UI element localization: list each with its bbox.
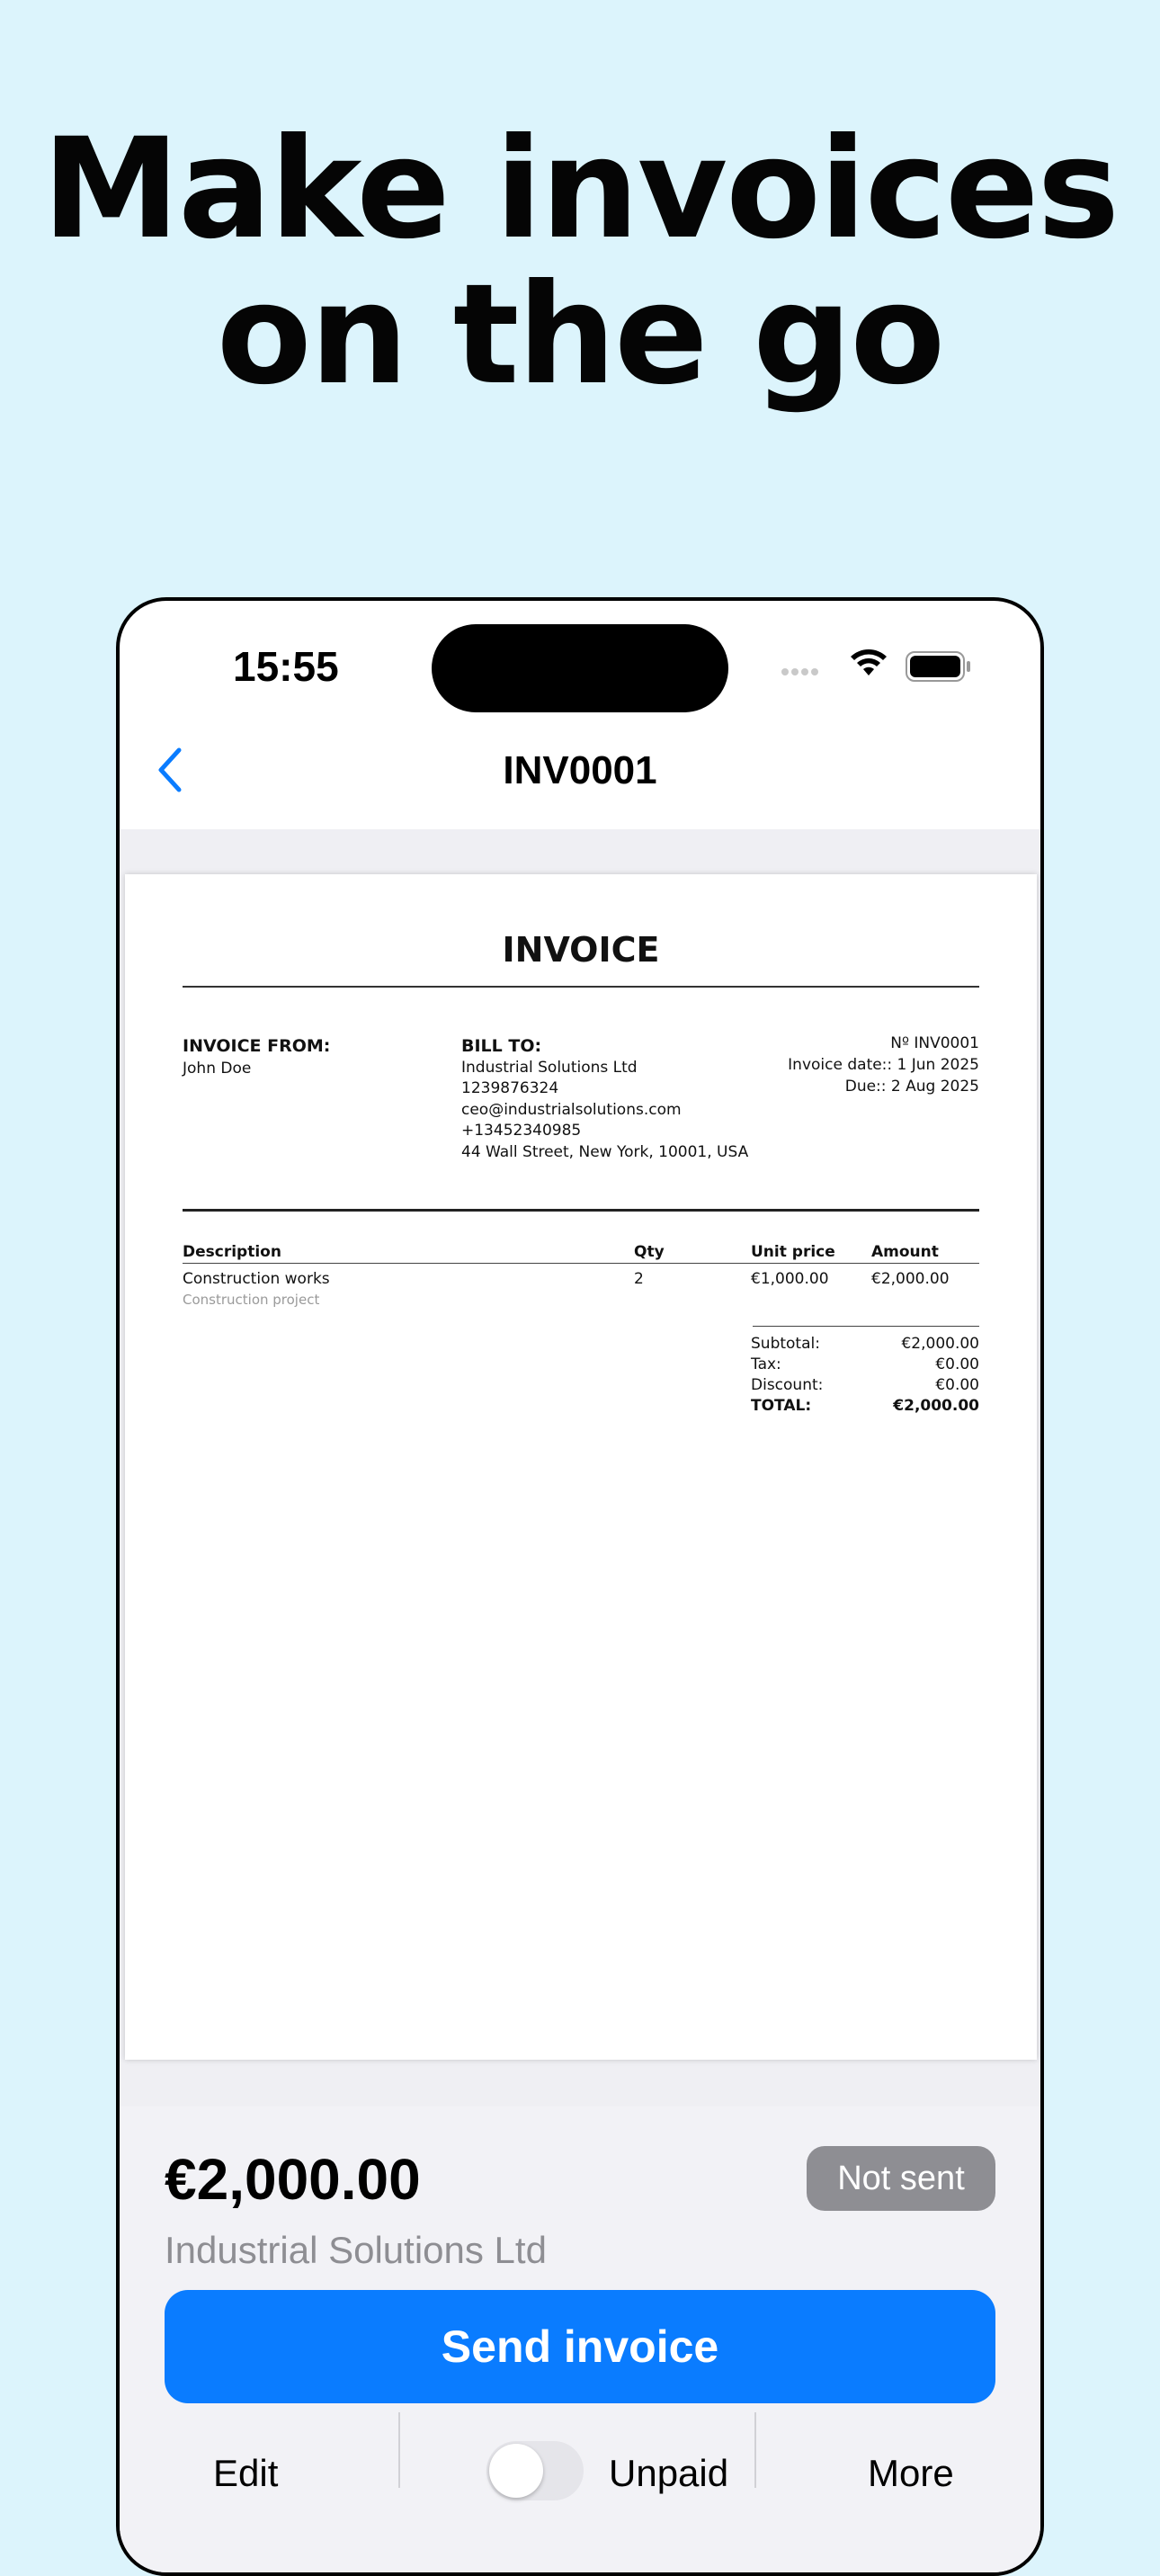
paid-status-label: Unpaid xyxy=(609,2452,729,2494)
header-unit-price: Unit price xyxy=(751,1243,835,1261)
discount-label: Discount: xyxy=(751,1376,824,1394)
headline xyxy=(0,109,1160,416)
invoice-document xyxy=(125,874,1037,2060)
bill-to-line: +13452340985 xyxy=(461,1122,582,1140)
divider xyxy=(398,2412,400,2488)
item-subtitle: Construction project xyxy=(183,1292,320,1308)
total-value: €2,000.00 xyxy=(893,1397,979,1415)
status-time: 15:55 xyxy=(233,643,339,690)
invoice-summary-panel xyxy=(120,2106,1040,2576)
phone-frame xyxy=(116,597,1044,2576)
tax-value: €0.00 xyxy=(935,1355,979,1373)
wifi-icon xyxy=(850,648,888,678)
header-amount: Amount xyxy=(871,1243,939,1261)
bill-to-block xyxy=(461,1036,748,1163)
status-badge: Not sent xyxy=(807,2146,995,2211)
more-button[interactable]: More xyxy=(868,2452,954,2494)
send-invoice-button[interactable]: Send invoice xyxy=(165,2290,995,2403)
subtotal-value: €2,000.00 xyxy=(901,1335,979,1353)
divider xyxy=(183,1263,979,1264)
invoice-title: INVOICE xyxy=(502,930,660,970)
battery-icon xyxy=(906,651,972,682)
divider xyxy=(183,986,979,988)
action-row xyxy=(120,2412,1040,2511)
from-label: INVOICE FROM: xyxy=(183,1036,331,1056)
header-qty: Qty xyxy=(634,1243,665,1261)
from-name: John Doe xyxy=(183,1060,252,1078)
item-qty: 2 xyxy=(634,1270,644,1288)
bill-to-line: 44 Wall Street, New York, 10001, USA xyxy=(461,1142,749,1161)
divider xyxy=(753,1326,979,1327)
cellular-signal-icon xyxy=(781,664,821,680)
divider xyxy=(183,1209,979,1212)
invoice-number: Nº INV0001 xyxy=(890,1034,979,1052)
headline-line-2: on the go xyxy=(216,255,944,416)
nav-title: INV0001 xyxy=(503,748,657,792)
discount-value: €0.00 xyxy=(935,1376,979,1394)
bill-to-line: Industrial Solutions Ltd xyxy=(461,1058,638,1077)
total-amount: €2,000.00 xyxy=(165,2147,421,2212)
edit-button[interactable]: Edit xyxy=(213,2452,279,2494)
item-unit-price: €1,000.00 xyxy=(751,1270,829,1288)
invoice-date: Invoice date:: 1 Jun 2025 xyxy=(788,1056,979,1074)
bill-to-line: 1239876324 xyxy=(461,1079,559,1097)
due-date: Due:: 2 Aug 2025 xyxy=(844,1078,979,1096)
subtotal-label: Subtotal: xyxy=(751,1335,820,1353)
bill-to-label: BILL TO: xyxy=(461,1036,542,1056)
bill-to-line: ceo@industrialsolutions.com xyxy=(461,1100,682,1119)
total-label: TOTAL: xyxy=(751,1397,812,1415)
header-description: Description xyxy=(183,1243,281,1261)
headline-line-1: Make invoices xyxy=(41,109,1119,270)
invoice-preview-area[interactable] xyxy=(120,829,1040,2106)
item-description: Construction works xyxy=(183,1270,330,1288)
paid-toggle[interactable] xyxy=(486,2441,584,2500)
invoice-meta xyxy=(788,1033,979,1097)
tax-label: Tax: xyxy=(751,1355,781,1373)
toggle-knob xyxy=(489,2444,543,2498)
client-name: Industrial Solutions Ltd xyxy=(165,2229,547,2271)
item-amount: €2,000.00 xyxy=(871,1270,950,1288)
divider xyxy=(754,2412,756,2488)
navigation-bar xyxy=(120,707,1040,815)
dynamic-island xyxy=(432,624,728,712)
